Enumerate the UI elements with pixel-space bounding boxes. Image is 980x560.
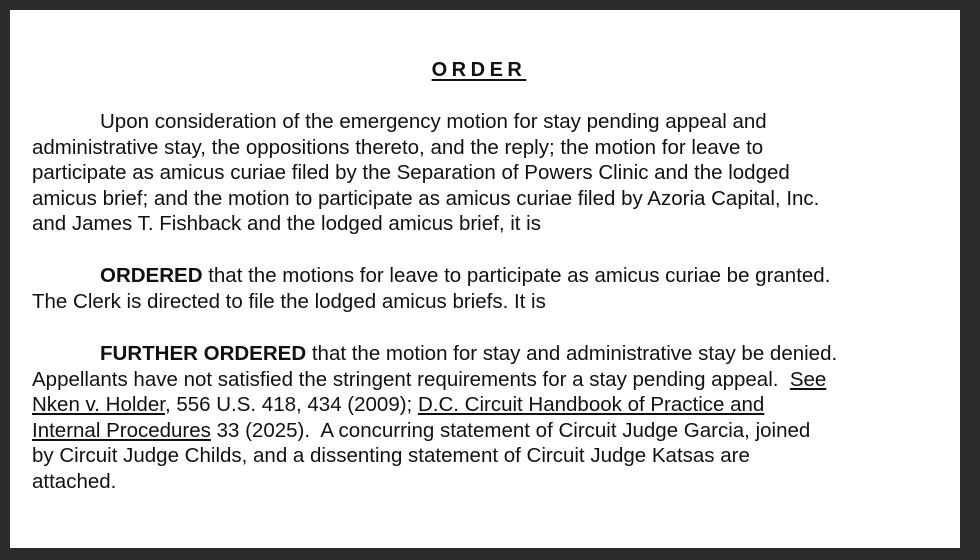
paragraph-line: amicus brief; and the motion to participate as amicus curiae filed by Azoria Capital, Inc. (32, 186, 820, 210)
case-citation-nken: Nken v. Holder (32, 393, 165, 416)
further-ordered-lead: FURTHER ORDERED (100, 342, 307, 365)
citation-text: , 556 U.S. 418, 434 (2009); (164, 393, 418, 416)
paragraph-consideration (32, 109, 932, 237)
paragraph-line: by Circuit Judge Childs, and a dissenting statement of Circuit Judge Katsas are (32, 444, 750, 467)
paragraph-line (32, 367, 932, 393)
paragraph-line: attached. (32, 469, 117, 493)
concurring-text: 33 (2025). A concurring statement of Circuit Judge Garcia, joined (210, 418, 811, 442)
order-title: ORDER (431, 59, 527, 81)
further-ordered-text: that the motion for stay and administrative stay be denied. (306, 342, 838, 365)
document-page (10, 10, 960, 548)
handbook-citation-cont: Internal Procedures (32, 418, 211, 442)
paragraph-line: The Clerk is directed to file the lodged amicus briefs. It is (32, 289, 546, 313)
paragraph-ordered (32, 263, 932, 314)
paragraph-line (32, 418, 932, 444)
paragraph-line (32, 341, 932, 367)
see-citation-signal: See (789, 367, 827, 391)
paragraph-line: and James T. Fishback and the lodged amicus brief, it is (32, 212, 541, 235)
paragraph-line: administrative stay, the oppositions thereto, and the reply; the motion for leave to (32, 135, 764, 159)
ordered-text: that the motions for leave to participate as amicus curiae be granted. (202, 264, 831, 287)
paragraph-further-ordered (32, 341, 932, 494)
ordered-lead: ORDERED (100, 264, 203, 287)
paragraph-line (32, 263, 932, 289)
paragraph-line: Upon consideration of the emergency motion for stay pending appeal and (100, 110, 767, 133)
paragraph-line (32, 392, 932, 418)
paragraph-line: participate as amicus curiae filed by the Separation of Powers Clinic and the lodged (32, 161, 790, 184)
handbook-citation: D.C. Circuit Handbook of Practice and (417, 393, 765, 416)
stay-requirements-text: Appellants have not satisfied the stringent requirements for a stay pending appeal. (32, 367, 790, 391)
